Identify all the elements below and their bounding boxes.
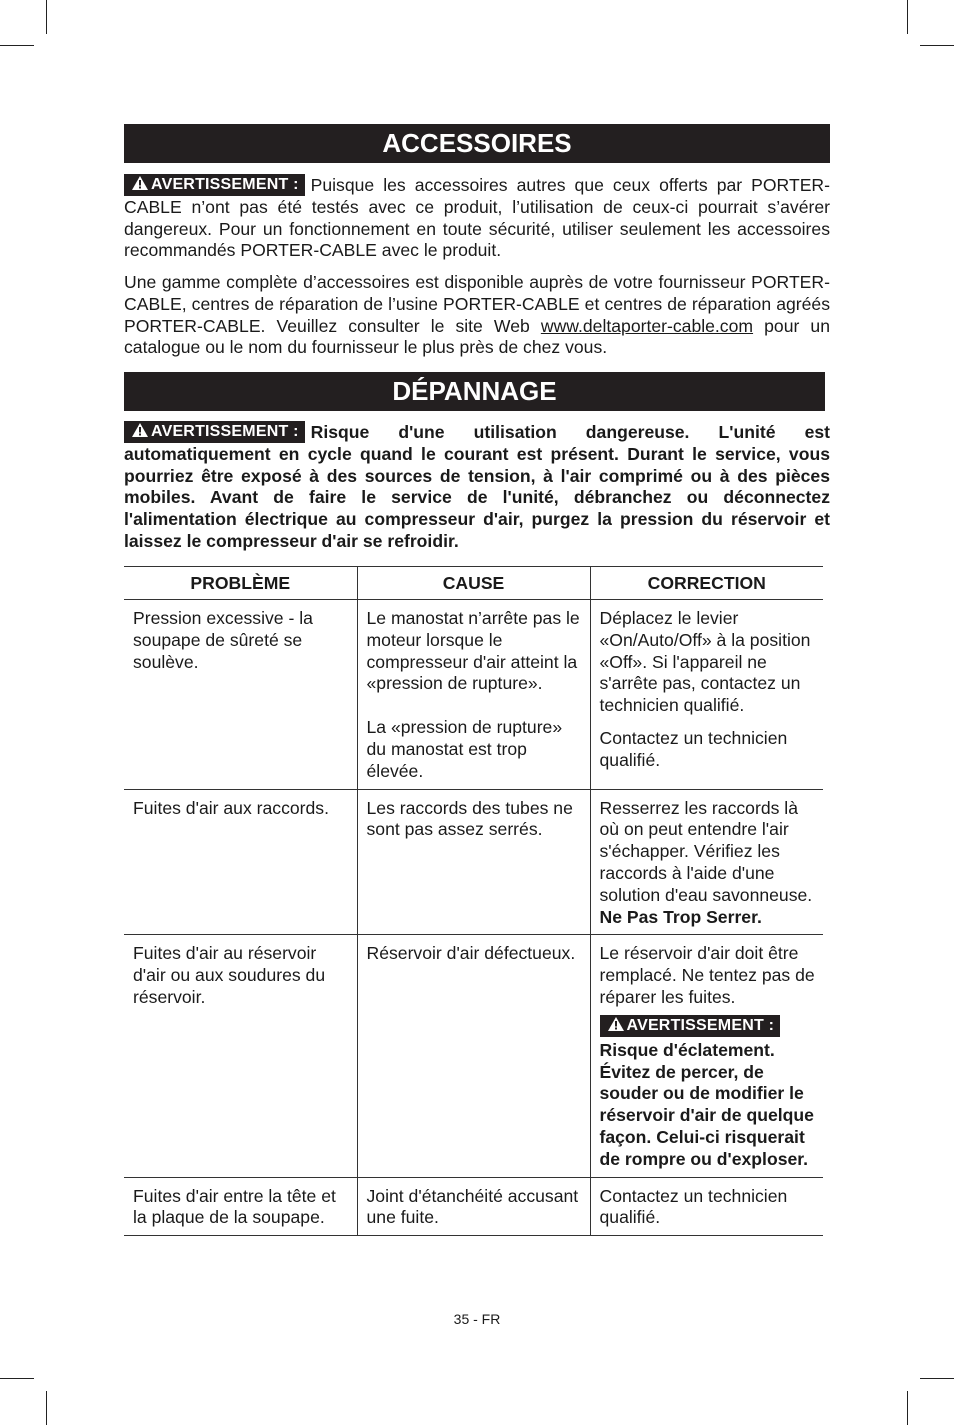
header-correction: CORRECTION xyxy=(590,567,823,600)
crop-mark xyxy=(920,45,954,46)
table-row xyxy=(124,1177,823,1236)
crop-mark xyxy=(46,1391,47,1425)
correction-cell: Contactez un technicien qualifié. xyxy=(590,1177,823,1236)
correction-cell xyxy=(590,600,823,790)
website-link[interactable]: www.deltaporter-cable.com xyxy=(540,315,754,336)
correction-text: Resserrez les raccords là où on peut entendre l'air s'échapper. Vérifiez les raccords à l'aide d'une solution d'eau savonneuse. xyxy=(599,797,813,905)
correction-cell xyxy=(590,789,823,935)
table-header-row xyxy=(124,567,823,600)
crop-mark xyxy=(920,1378,954,1379)
accessoires-warning-text: Puisque les accessoires autres que ceux offerts par PORTER-CABLE n’ont pas été testés avec ce produit, l’utilisation de ceux-ci pourrait s’avérer dangereux. Pour un fonctionnement en toute sécurité, utiliser seulement les accessoires recommandés PORTER-CABLE avec le produit. xyxy=(124,175,830,261)
correction-text: Le réservoir d'air doit être remplacé. Ne tentez pas de réparer les fuites. xyxy=(599,943,815,1007)
troubleshooting-table xyxy=(124,566,823,1236)
warning-triangle-icon xyxy=(608,1017,624,1031)
accessoires-warning xyxy=(124,174,830,262)
warning-badge: AVERTISSEMENT : xyxy=(124,421,305,443)
crop-mark xyxy=(907,1391,908,1425)
problem-cell: Fuites d'air au réservoir d'air ou aux soudures du réservoir. xyxy=(124,935,357,1177)
correction-emphasis: Ne Pas Trop Serrer. xyxy=(599,906,762,927)
cause-cell: Joint d'étanchéité accusant une fuite. xyxy=(357,1177,590,1236)
table-row xyxy=(124,600,823,790)
problem-cell: Fuites d'air entre la tête et la plaque de la soupape. xyxy=(124,1177,357,1236)
warning-triangle-icon xyxy=(132,423,148,437)
warning-triangle-icon xyxy=(132,176,148,190)
warning-badge: AVERTISSEMENT : xyxy=(124,174,305,196)
crop-mark xyxy=(0,45,34,46)
correction-cell xyxy=(590,935,823,1177)
accessoires-heading: ACCESSOIRES xyxy=(124,124,830,163)
correction-text: Contactez un technicien qualifié. xyxy=(599,727,788,770)
table-row xyxy=(124,935,823,1177)
depannage-warning xyxy=(124,421,830,553)
page-number: 35 - FR xyxy=(453,1311,501,1327)
problem-cell: Pression excessive - la soupape de sûreté se soulève. xyxy=(124,600,357,790)
cause-text: La «pression de rupture» du manostat est trop élevée. xyxy=(366,717,563,781)
problem-cell: Fuites d'air aux raccords. xyxy=(124,789,357,935)
header-probleme: PROBLÈME xyxy=(124,567,357,600)
warning-badge: AVERTISSEMENT : xyxy=(600,1015,781,1037)
header-cause: CAUSE xyxy=(357,567,590,600)
crop-mark xyxy=(907,0,908,34)
cause-cell: Les raccords des tubes ne sont pas assez serrés. xyxy=(357,789,590,935)
accessoires-paragraph: Une gamme complète d’accessoires est disponible auprès de votre fournisseur PORTER-CABLE, centres de réparation de l’usine PORTER-CABLE et centres de réparation agréés PORTER-CABLE. Veuillez consulter le site Web www.deltaporter-cable.com pour un catalogue ou le nom du fournisseur le plus près de chez vous. xyxy=(124,272,830,358)
cause-cell xyxy=(357,600,590,790)
crop-mark xyxy=(46,0,47,34)
cause-text: Le manostat n’arrête pas le moteur lorsque le compresseur d'air atteint la «pression de rupture». xyxy=(366,608,580,694)
correction-warning-text: Risque d'éclatement. Évitez de percer, de souder ou de modifier le réservoir d'air de quelque façon. Celui-ci risquerait de rompre ou d'exploser. xyxy=(599,1039,814,1169)
cause-cell: Réservoir d'air défectueux. xyxy=(357,935,590,1177)
correction-text: Déplacez le levier «On/Auto/Off» à la position «Off». Si l'appareil ne s'arrête pas, contactez un technicien qualifié. xyxy=(599,608,811,716)
table-row xyxy=(124,789,823,935)
depannage-heading: DÉPANNAGE xyxy=(124,372,825,411)
depannage-warning-text: Risque d'une utilisation dangereuse. L'unité est automatiquement en cycle quand le courant est présent. Durant le service, vous pourriez être exposé à des sources de tension, à l'air comprimé ou à des pièces mobiles. Avant de faire le service de l'unité, débranchez ou déconnectez l'alimentation électrique au compresseur d'air, purgez la pression du réservoir et laissez le compresseur d'air se refroidir. xyxy=(124,422,830,551)
crop-mark xyxy=(0,1378,34,1379)
